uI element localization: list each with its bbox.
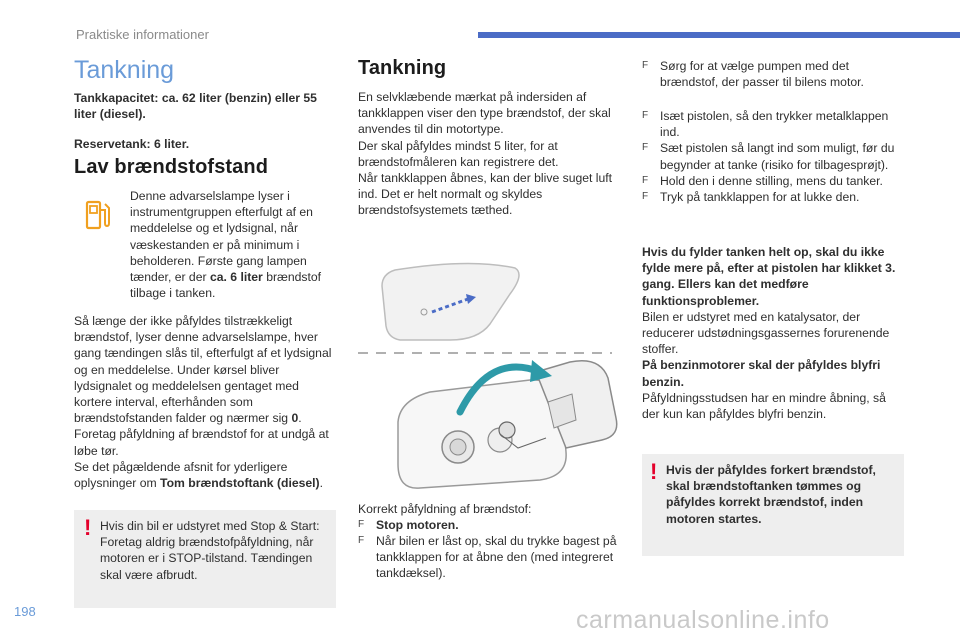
bullet-marker-icon: F [642,142,649,154]
refuel-steps-list [642,108,904,205]
fuel-flap-illustration [340,252,625,492]
warning-icon: ! [84,515,92,540]
warning-icon: ! [650,459,658,484]
tank-capacity: Tankkapacitet: ca. 62 liter (benzin) eller 55 liter (diesel). [74,91,317,122]
refuelling-intro: En selvklæbende mærkat på indersiden af tankklappen viser den type brændstof, der skal anvendes til din motortype. Der skal påfyldes mindst 5 liter, for at brændstofmåleren kan registrere det. Når tankklappen åbnes, kan der blive suget luft ind. Det er helt normalt og skyldes brændstofsystemets tæthed. [358,90,613,218]
stop-start-warning-text: Hvis din bil er udstyret med Stop & Start: Foretag aldrig brændstofpåfyldning, når motoren er i STOP-tilstand. Tændingen skal være afbrudt. [100,519,320,582]
bullet-marker-icon: F [358,535,365,546]
warning-lamp-description: Denne advarselslampe lyser i instrumentgruppen efterfulgt af en meddelelse og et lydsignal, når væskestanden er på minimum i beholderen. Første gang lampen tænder, er der ca. 6 liter brændstof tilbage i tanken. [130,189,322,301]
bullet-marker-icon: F [358,519,365,530]
stop-start-warning-box [74,510,336,608]
step-hold-position: F Hold den i denne stilling, mens du tanker. [642,173,883,188]
low-fuel-heading: Lav brændstofstand [74,156,269,178]
section-label: Praktiske informationer [76,27,209,42]
refuelling-heading: Tankning [358,57,447,79]
step-push-nozzle: F Sæt pistolen så langt ind som muligt, før du begynder at tanke (risiko for tilbagesprøjt). [642,141,895,172]
correct-refuelling-intro: Korrekt påfyldning af brændstof: [358,502,532,516]
page-title: Tankning [74,56,175,84]
step-choose-pump: F Sørg for at vælge pumpen med det brændstof, der passer til bilens motor. [642,59,864,90]
step-open-flap: F Når bilen er låst op, skal du trykke bagest på tankklappen for at åbne den (med integreret tankdæksel). [358,534,617,581]
fuel-notes: Hvis du fylder tanken helt op, skal du ikke fylde mere på, efter at pistolen har klikket 3. gang. Ellers kan det medføre funktionsproblemer. Bilen er udstyret med en katalysator, der reducerer udstødningsgassernes forurenende stoffer. På benzinmotorer skal der påfyldes blyfri benzin. Påfyldningsstudsen har en mindre åbning, så der kun kan påfyldes blyfri benzin. [642,245,896,422]
watermark: carmanualsonline.info [576,606,830,634]
bullet-marker-icon: F [642,191,649,203]
page-number: 198 [14,604,36,619]
wrong-fuel-warning-box [642,454,904,556]
wrong-fuel-warning-text: Hvis der påfyldes forkert brændstof, skal brændstoftanken tømmes og påfyldes korrekt brændstof, inden motoren startes. [666,463,876,526]
step-stop-engine: F Stop motoren. [358,518,459,532]
bullet-marker-icon: F [642,110,649,121]
reserve-tank: Reservetank: 6 liter. [74,137,190,151]
step-close-flap: F Tryk på tankklappen for at lukke den. [642,190,860,205]
bullet-marker-icon: F [642,60,649,71]
header-accent-bar [478,32,960,38]
bullet-marker-icon: F [642,174,649,186]
step-insert-nozzle: F Isæt pistolen, så den trykker metalklappen ind. [642,109,889,140]
low-fuel-paragraph: Så længe der ikke påfyldes tilstrækkeligt brændstof, lyser denne advarselslampe, hver gang tændingen slås til, efterfulgt af et lydsignal og en meddelelse. Under kørsel bliver lydsignalet og meddelelsen gentaget med kortere interval, efterhånden som brændstofstanden falder og nærmer sig 0. Foretag påfyldning af brændstof for at undgå at løbe tør. Se det pågældende afsnit for yderligere oplysninger om Tom brændstoftank (diesel). [74,314,332,491]
fuel-pump-icon [84,196,110,234]
